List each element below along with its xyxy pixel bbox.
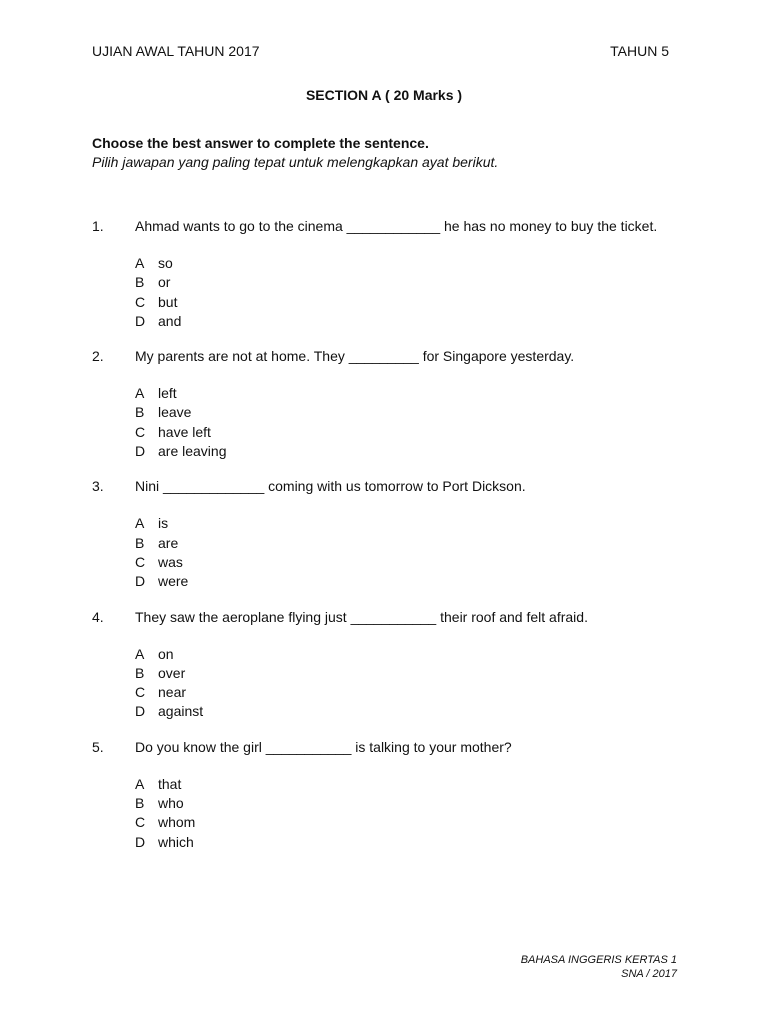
question-number: 2. (92, 348, 104, 365)
option-a[interactable] (135, 645, 682, 664)
question-number: 5. (92, 738, 104, 755)
option-d[interactable] (135, 442, 682, 461)
option-text: were (158, 573, 189, 590)
option-a[interactable] (135, 254, 682, 273)
option-letter: A (135, 515, 145, 532)
option-text: is (158, 515, 169, 532)
question-number: 1. (92, 218, 104, 234)
option-c[interactable] (135, 813, 682, 832)
option-c[interactable] (135, 553, 682, 572)
question-1 (92, 217, 682, 331)
question-list (92, 217, 682, 868)
option-letter: C (135, 684, 146, 701)
option-text: are leaving (158, 443, 227, 460)
option-c[interactable] (135, 293, 682, 312)
option-letter: D (135, 833, 146, 850)
option-letter: A (135, 775, 145, 792)
question-text: They saw the aeroplane flying just ___________ their roof and felt afraid. (135, 608, 588, 625)
option-text: and (158, 312, 182, 329)
option-a[interactable] (135, 384, 682, 403)
section-title: SECTION A ( 20 Marks ) (305, 87, 463, 103)
answer-options (135, 514, 682, 591)
question-text: My parents are not at home. They _________ for Singapore yesterday. (135, 348, 575, 365)
option-letter: B (135, 404, 145, 421)
option-text: against (158, 703, 204, 720)
question-number: 3. (92, 478, 104, 495)
option-text: was (158, 553, 183, 570)
question-2 (92, 347, 682, 461)
answer-options (135, 645, 682, 722)
question-text: Ahmad wants to go to the cinema ____________ he has no money to buy the ticket. (135, 218, 658, 234)
question-3 (92, 477, 682, 591)
option-letter: D (135, 573, 146, 590)
option-b[interactable] (135, 534, 682, 553)
question-5 (92, 738, 682, 852)
option-text: left (158, 385, 177, 402)
option-d[interactable] (135, 702, 682, 721)
option-text: or (158, 274, 171, 291)
option-b[interactable] (135, 403, 682, 422)
option-letter: B (135, 795, 145, 812)
answer-options (135, 775, 682, 852)
grade-label: TAHUN 5 (610, 43, 669, 59)
instructions (92, 134, 682, 172)
question-number: 4. (92, 608, 104, 625)
option-text: near (158, 684, 187, 701)
option-b[interactable] (135, 664, 682, 683)
option-b[interactable] (135, 794, 682, 813)
option-letter: D (135, 443, 146, 460)
question-text: Nini _____________ coming with us tomorrow to Port Dickson. (135, 478, 526, 495)
page-footer (420, 953, 677, 981)
instruction-malay: Pilih jawapan yang paling tepat untuk melengkapkan ayat berikut. (92, 154, 499, 170)
option-d[interactable] (135, 312, 682, 331)
option-b[interactable] (135, 273, 682, 292)
option-d[interactable] (135, 572, 682, 591)
option-letter: D (135, 703, 146, 720)
option-text: who (158, 795, 184, 812)
option-a[interactable] (135, 514, 682, 533)
option-letter: B (135, 534, 145, 551)
option-letter: D (135, 312, 146, 329)
option-letter: C (135, 814, 146, 831)
option-letter: B (135, 664, 145, 681)
option-text: are (158, 534, 179, 551)
footer-subject: BAHASA INGGERIS KERTAS 1 (520, 954, 677, 966)
option-letter: A (135, 255, 145, 271)
option-text: so (158, 255, 173, 271)
option-letter: C (135, 293, 146, 310)
answer-options (135, 254, 682, 331)
answer-options (135, 384, 682, 461)
option-d[interactable] (135, 833, 682, 852)
option-text: whom (158, 814, 196, 831)
option-text: but (158, 293, 178, 310)
option-letter: A (135, 645, 145, 662)
footer-code: SNA / 2017 (621, 968, 677, 980)
question-text: Do you know the girl ___________ is talking to your mother? (135, 738, 512, 755)
option-text: leave (158, 404, 192, 421)
option-letter: C (135, 553, 146, 570)
option-letter: B (135, 274, 145, 291)
option-text: that (158, 775, 182, 792)
option-c[interactable] (135, 423, 682, 442)
option-text: on (158, 645, 174, 662)
question-4 (92, 608, 682, 722)
instruction-english: Choose the best answer to complete the sentence. (92, 135, 429, 151)
option-letter: C (135, 423, 146, 440)
option-text: over (158, 664, 186, 681)
option-text: have left (158, 423, 211, 440)
option-text: which (158, 833, 194, 850)
option-c[interactable] (135, 683, 682, 702)
exam-title: UJIAN AWAL TAHUN 2017 (92, 43, 260, 59)
option-a[interactable] (135, 775, 682, 794)
page-header (92, 42, 669, 61)
option-letter: A (135, 385, 145, 402)
